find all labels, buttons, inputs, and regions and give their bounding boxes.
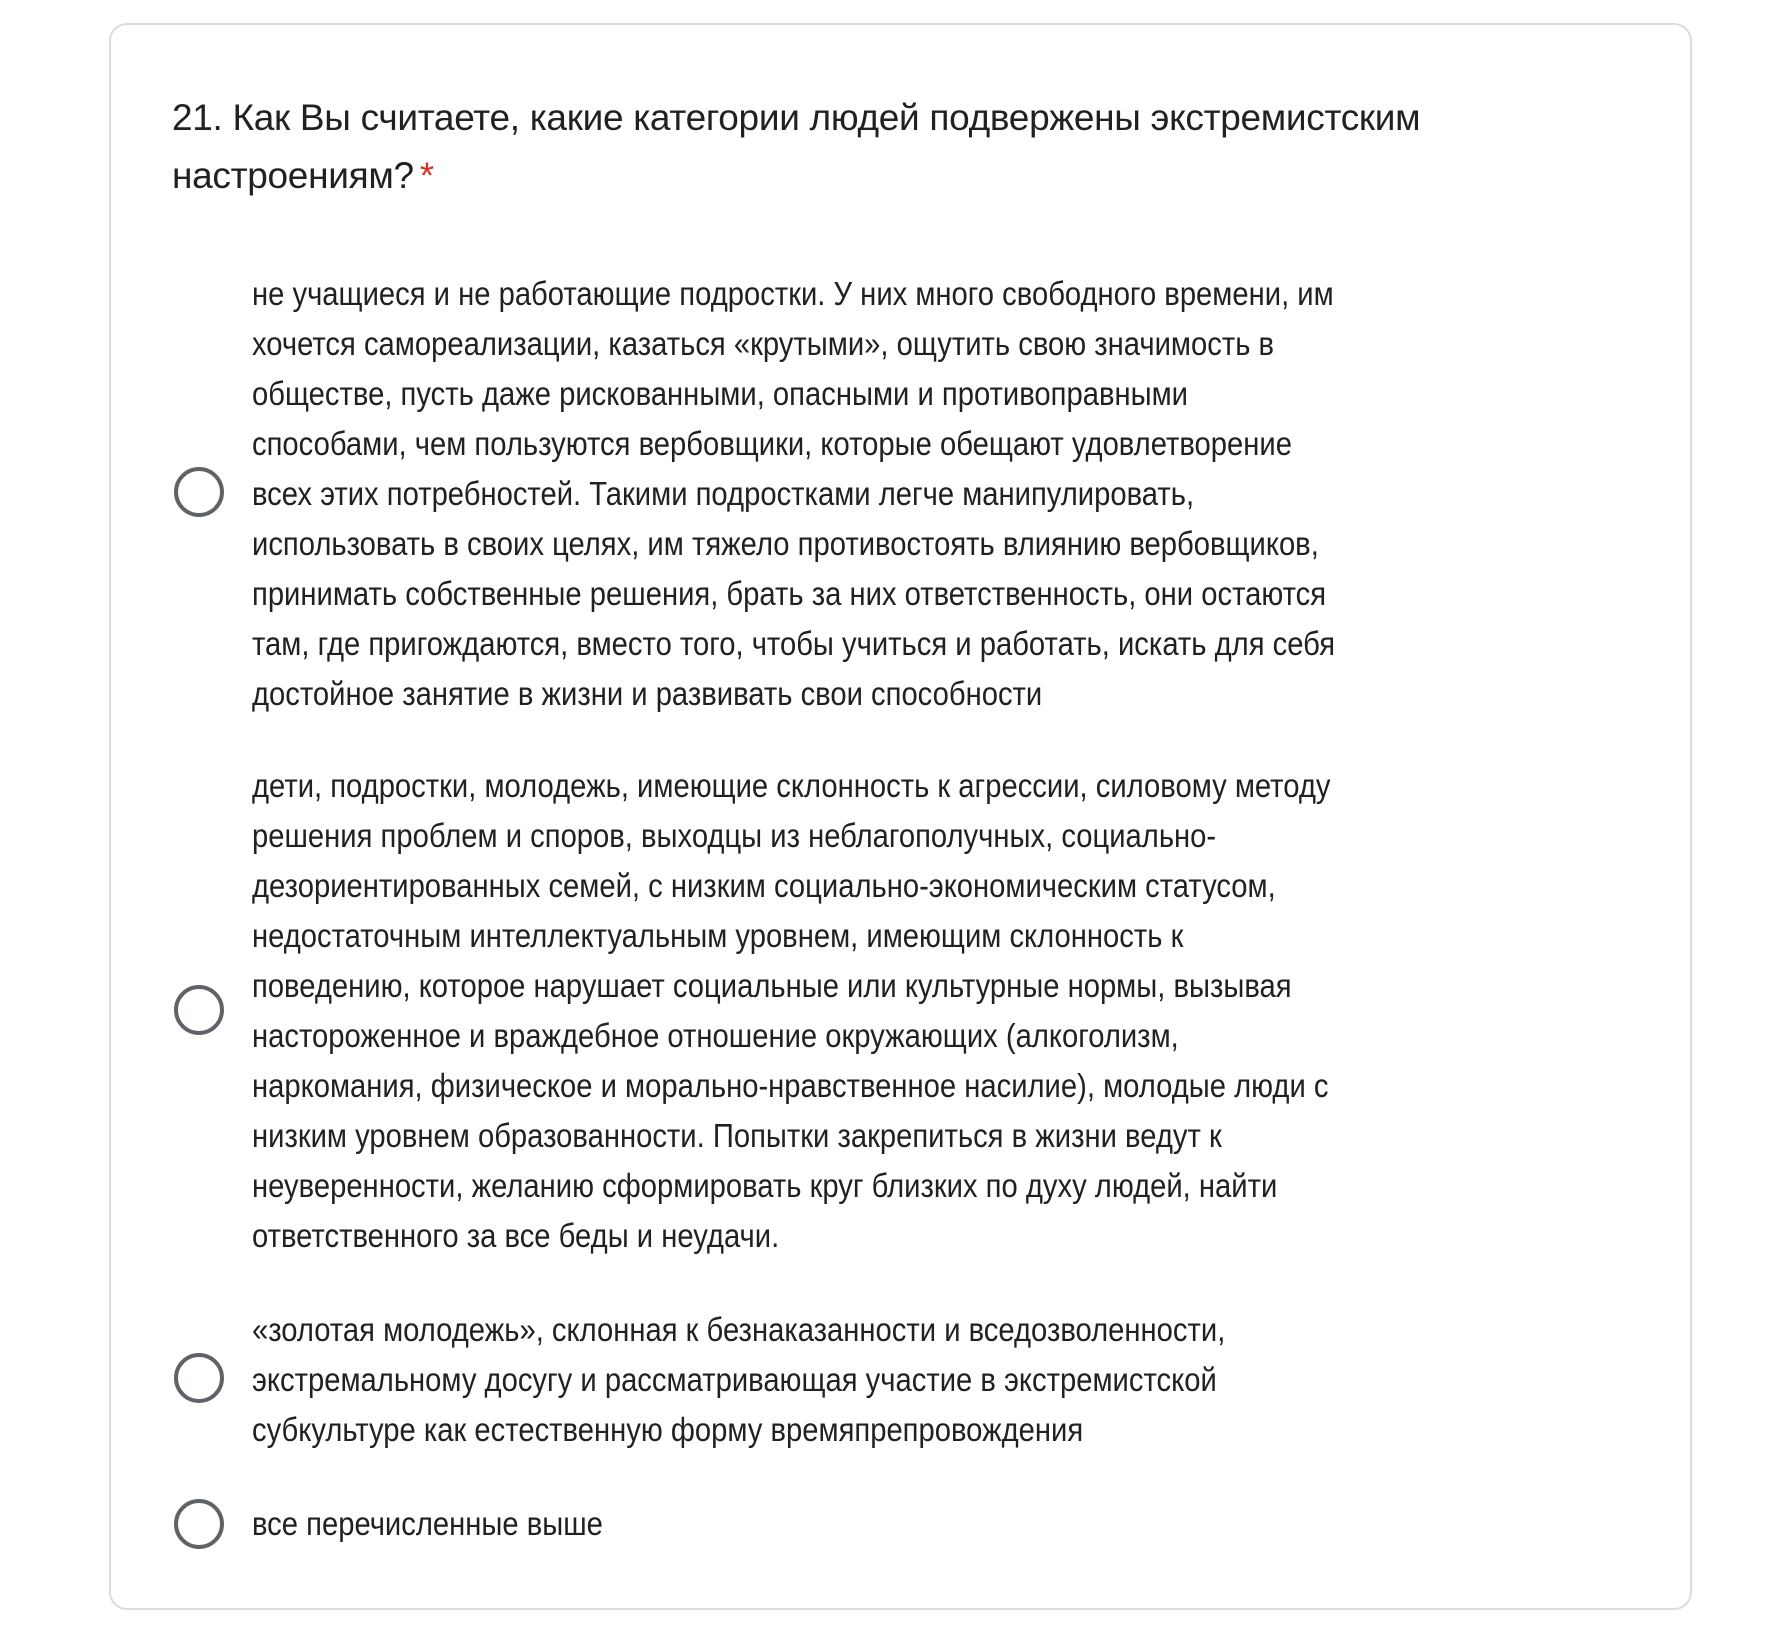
question-card bbox=[109, 23, 1692, 1610]
option-label-line: использовать в своих целях, им тяжело противостоять влиянию вербовщиков, bbox=[252, 525, 1319, 562]
radio-button-unchecked-icon[interactable] bbox=[174, 467, 224, 517]
radio-button-unchecked-icon[interactable] bbox=[174, 1499, 224, 1549]
option-label[interactable] bbox=[252, 269, 1476, 719]
option-label-line: ответственного за все беды и неудачи. bbox=[252, 1217, 780, 1254]
option-label-line: хочется самореализации, казаться «крутыми», ощутить свою значимость в bbox=[252, 325, 1275, 362]
option-label[interactable] bbox=[252, 761, 1471, 1261]
option-label-line: недостаточным интеллектуальным уровнем, имеющим склонность к bbox=[252, 917, 1184, 954]
radio-button-unchecked-icon[interactable] bbox=[174, 1353, 224, 1403]
option-label-line: дети, подростки, молодежь, имеющие склонность к агрессии, силовому методу bbox=[252, 767, 1331, 804]
radio-button-unchecked-icon[interactable] bbox=[174, 985, 224, 1035]
option-label-line: достойное занятие в жизни и развивать свои способности bbox=[252, 675, 1043, 712]
option-label-line: наркомания, физическое и морально-нравственное насилие), молодые люди с bbox=[252, 1067, 1329, 1104]
option-label-line: обществе, пусть даже рискованными, опасными и противоправными bbox=[252, 375, 1188, 412]
question-title-line: 21. Как Вы считаете, какие категории людей подвержены экстремистским bbox=[172, 97, 1421, 138]
option-label-line: экстремальному досугу и рассматривающая участие в экстремистской bbox=[252, 1361, 1217, 1398]
option-label-line: способами, чем пользуются вербовщики, которые обещают удовлетворение bbox=[252, 425, 1292, 462]
option-label-line: поведению, которое нарушает социальные или культурные нормы, вызывая bbox=[252, 967, 1292, 1004]
option-label-line: субкультуре как естественную форму времяпрепровождения bbox=[252, 1411, 1084, 1448]
option-label-line: там, где пригождаются, вместо того, чтобы учиться и работать, искать для себя bbox=[252, 625, 1336, 662]
option-label-line: низким уровнем образованности. Попытки закрепиться в жизни ведут к bbox=[252, 1117, 1222, 1154]
question-title bbox=[172, 89, 1592, 205]
option-label-line: всех этих потребностей. Такими подростками легче манипулировать, bbox=[252, 475, 1195, 512]
option-label[interactable] bbox=[252, 1305, 1352, 1455]
required-asterisk: * bbox=[419, 155, 434, 196]
question-title-text: настроениям? bbox=[172, 155, 414, 196]
option-label-line: «золотая молодежь», склонная к безнаказанности и вседозволенности, bbox=[252, 1311, 1226, 1348]
option-label-line: принимать собственные решения, брать за них ответственность, они остаются bbox=[252, 575, 1327, 612]
option-label-line: все перечисленные выше bbox=[252, 1505, 603, 1542]
option-label-line: не учащиеся и не работающие подростки. У них много свободного времени, им bbox=[252, 275, 1334, 312]
question-title-line bbox=[172, 147, 1592, 205]
option-label-line: неуверенности, желанию сформировать круг близких по духу людей, найти bbox=[252, 1167, 1278, 1204]
option-label-line: решения проблем и споров, выходцы из неблагополучных, социально- bbox=[252, 817, 1217, 854]
option-label-line: дезориентированных семей, с низким социально-экономическим статусом, bbox=[252, 867, 1276, 904]
option-label-line: настороженное и враждебное отношение окружающих (алкоголизм, bbox=[252, 1017, 1179, 1054]
option-label[interactable] bbox=[252, 1499, 649, 1549]
